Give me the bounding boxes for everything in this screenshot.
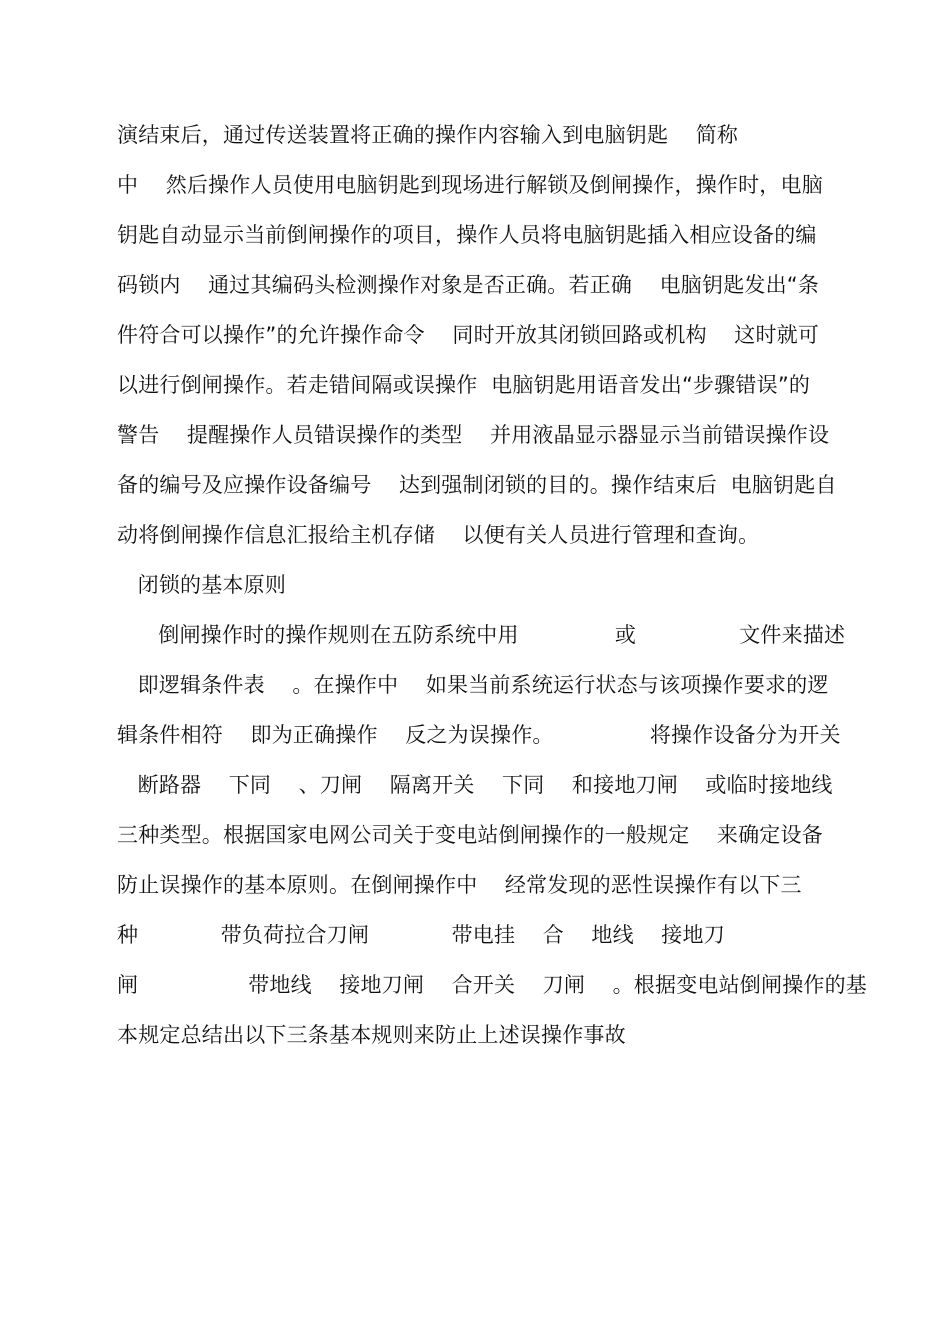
text-line-19: 本规定总结出以下三条基本规则来防止上述误操作事故 <box>117 1023 626 1047</box>
text-line-1: 演结束后，通过传送装置将正确的操作内容输入到电脑钥匙 简称 <box>117 123 739 147</box>
text-line-8: 备的编号及应操作设备编号 达到强制闭锁的目的。操作结束后 电脑钥匙自 <box>117 473 837 497</box>
text-line-3: 钥匙自动显示当前倒闸操作的项目，操作人员将电脑钥匙插入相应设备的编 <box>117 223 817 247</box>
text-line-15: 三种类型。根据国家电网公司关于变电站倒闸操作的一般规定 来确定设备 <box>117 823 823 847</box>
text-line-4: 码锁内 通过其编码头检测操作对象是否正确。若正确 电脑钥匙发出“条 <box>117 273 820 297</box>
text-line-7: 警告 提醒操作人员错误操作的类型 并用液晶显示器显示当前错误操作设 <box>117 423 830 447</box>
text-line-5: 件符合可以操作”的允许操作命令 同时开放其闭锁回路或机构 这时就可 <box>117 323 820 347</box>
text-line-2: 中 然后操作人员使用电脑钥匙到现场进行解锁及倒闸操作，操作时，电脑 <box>117 173 823 197</box>
text-line-18: 闸 带地线 接地刀闸 合开关 刀闸 。根据变电站倒闸操作的基 <box>117 973 868 997</box>
text-line-11: 倒闸操作时的操作规则在五防系统中用 或 文件来描述 <box>117 623 846 647</box>
text-line-17: 种 带负荷拉合刀闸 带电挂 合 地线 接地刀 <box>117 923 725 947</box>
text-line-13: 辑条件相符 即为正确操作 反之为误操作。 将操作设备分为开关 <box>117 723 841 747</box>
text-line-12: 即逻辑条件表 。在操作中 如果当前系统运行状态与该项操作要求的逻 <box>117 673 829 697</box>
text-line-16: 防止误操作的基本原则。在倒闸操作中 经常发现的恶性误操作有以下三 <box>117 873 802 897</box>
text-line-14: 断路器 下同 、刀闸 隔离开关 下同 和接地刀闸 或临时接地线 <box>117 773 833 797</box>
text-line-9: 动将倒闸操作信息汇报给主机存储 以便有关人员进行管理和查询。 <box>117 523 760 547</box>
section-heading: 闭锁的基本原则 <box>117 573 287 597</box>
text-line-6: 以进行倒闸操作。若走错间隔或误操作 电脑钥匙用语音发出“步骤错误”的 <box>117 373 811 397</box>
